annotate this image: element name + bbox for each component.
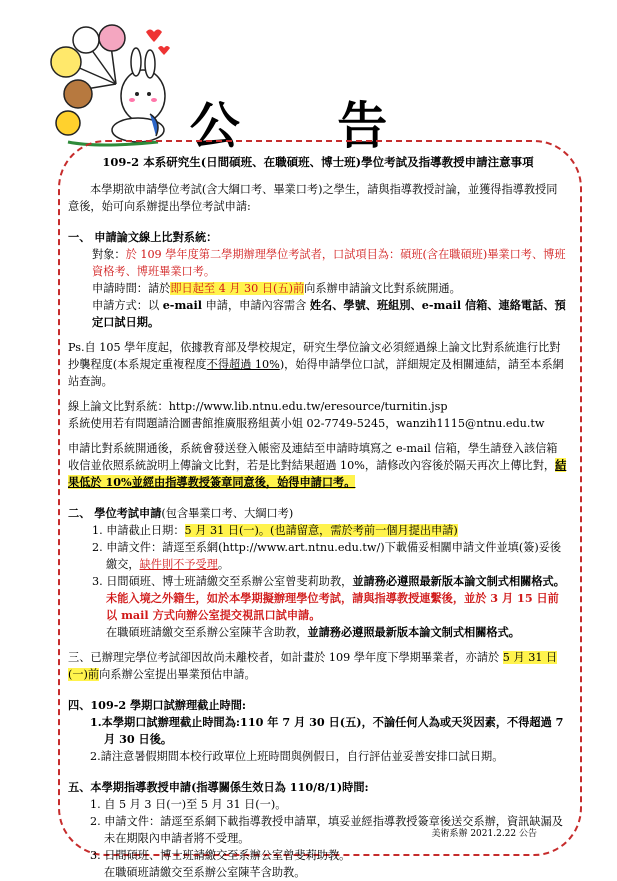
section-4-heading: 四、109-2 學期口試辦理截止時間:	[68, 698, 247, 712]
s5-item-2: 2. 申請文件：請逕至系網下載指導教授申請單，填妥並經指導教授簽章後送交系辦，資訊缺漏及未在期限內申請者將不受理。	[90, 815, 563, 845]
section-1-heading: 一、 申請論文線上比對系統：	[68, 230, 218, 244]
footer-signature: 美術系辦 2021.2.22 公告	[431, 829, 537, 839]
s2-item-3: 3. 日間碩班、博士班請繳交至系辦公室曾斐莉助教，並請務必遵照最新版本論文制式相關格式。未能入境之外籍生，如於本學期擬辦理學位考試，請與指導教授連繫後，並於 3 月 15 日前以 mail 方式向辦公室提交視訊口試申請。	[92, 574, 565, 622]
section-5-heading: 五、本學期指導教授申請(指導關係生效日為 110/8/1)時間:	[68, 780, 369, 794]
s2-item-1: 1. 申請截止日期：5 月 31 日(一)。(也請留意，需於考前一個月提出申請)	[92, 524, 458, 537]
section-4-body	[68, 714, 568, 765]
target-line: 對象：於 109 學年度第二學期辦理學位考試者，口試項目為：碩班(含在職碩班)畢業口考、博班資格考、博班畢業口考。	[92, 248, 566, 278]
s4-item-2: 2.請注意暑假期間本校行政單位上班時間與例假日，自行評估並妥善安排口試日期。	[90, 750, 504, 763]
s4-item-1: 1.本學期口試辦理截止時間為:110 年 7 月 30 日(五)，不論任何人為或天災因素，不得超過 7 月 30 日後。	[90, 715, 564, 746]
intro-paragraph: 本學期欲申請學位考試(含大綱口考、畢業口考)之學生，請與指導教授討論，並獲得指導教授同意後，始可向系辦提出學位考試申請:	[68, 183, 558, 213]
notice-title: 公 告	[189, 97, 428, 155]
s2-item-2: 2. 申請文件：請逕至系網(http://www.art.ntnu.edu.tw/)下載備妥相關申請文件並填(簽)妥後繳交，缺件則不予受理。	[92, 541, 562, 571]
system-contact: 系統使用若有問題請洽圖書館推廣服務組黃小姐 02-7749-5245，wanzih1115@ntnu.edu.tw	[68, 417, 545, 430]
document-title: 109-2 本系研究生(日間碩班、在職碩班、博士班)學位考試及指導教授申請注意事項	[102, 155, 534, 169]
method-line: 申請方式：以 e-mail 申請，申請內容需含 姓名、學號、班組別、e-mail 信箱、連絡電話、預定口試日期。	[92, 298, 566, 329]
section-2-heading: 二、 學位考試申請(包含畢業口考、大綱口考)	[68, 506, 294, 520]
notice-body	[68, 154, 568, 881]
ps-paragraph: Ps.自 105 學年度起，依據教育部及學校規定，研究生學位論文必須經過線上論文比對系統進行比對抄襲程度(本系規定重複程度不得超過 10%)，始得申請學位口試，詳細規定及相關連結，請至本系網站查詢。	[68, 341, 564, 388]
s5-item-3-cont: 在職碩班請繳交至系辦公室陳芊含助教。	[104, 866, 306, 879]
section-3-paragraph: 三、已辦理完學位考試卻因故尚未離校者，如計畫於 109 學年度下學期畢業者，亦請於 5 月 31 日(一)前向系辦公室提出畢業預估申請。	[68, 651, 558, 681]
upload-notice: 申請比對系統開通後，系統會發送登入帳密及連結至申請時填寫之 e-mail 信箱，學生請登入該信箱收信並依照系統說明上傳論文比對，若是比對結果超過 10%，請修改內容後於隔天再次上傳比對，結果低於 10%並經由指導教授簽章同意後，始得申請口考。	[68, 442, 567, 489]
system-url: 線上論文比對系統：http://www.lib.ntnu.edu.tw/eresource/turnitin.jsp	[68, 400, 448, 413]
s2-item-3-cont: 在職碩班請繳交至系辦公室陳芊含助教，並請務必遵照最新版本論文制式相關格式。	[106, 625, 520, 639]
section-2-body	[68, 522, 568, 641]
s5-item-1: 1. 自 5 月 3 日(一)至 5 月 31 日(一)。	[90, 798, 287, 811]
section-1-body	[68, 246, 568, 331]
s5-item-3: 3. 日間碩班、博士班請繳交至系辦公室曾斐莉助教。	[90, 849, 351, 862]
time-line: 申請時間：請於即日起至 4 月 30 日(五)前向系辦申請論文比對系統開通。	[92, 282, 461, 295]
